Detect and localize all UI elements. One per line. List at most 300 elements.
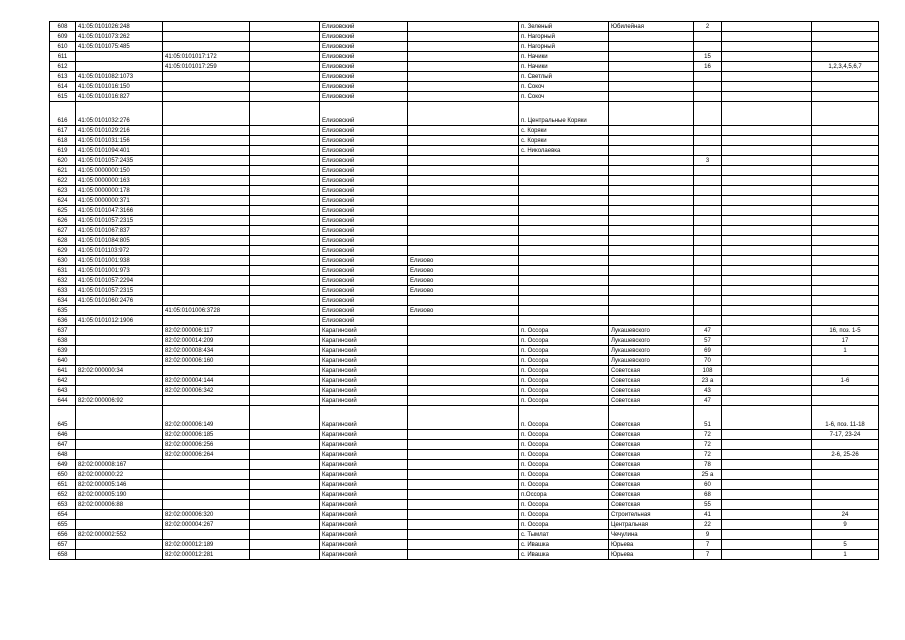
table-cell [812,316,879,326]
table-cell [722,286,812,296]
table-row [50,256,879,266]
table-cell: Карагинский [320,460,408,470]
table-cell: Елизовский [320,22,408,32]
table-cell [76,510,163,520]
table-cell: Елизовский [320,276,408,286]
table-row [50,206,879,216]
table-cell [408,366,519,376]
table-cell: 651 [50,480,76,490]
table-cell: 41:05:0101103:972 [76,246,163,256]
table-cell [408,316,519,326]
table-row [50,32,879,42]
table-cell [250,480,320,490]
table-cell [694,42,722,52]
table-cell: п. Начики [519,62,609,72]
table-cell [722,540,812,550]
table-cell: 41:05:0101075:485 [76,42,163,52]
table-cell: Елизово [408,256,519,266]
table-cell: 82:02:000005:146 [76,480,163,490]
table-cell: 647 [50,440,76,450]
table-cell [722,72,812,82]
table-cell [722,216,812,226]
table-cell: Елизовский [320,146,408,156]
table-row [50,530,879,540]
table-cell: 619 [50,146,76,156]
table-cell: 55 [694,500,722,510]
table-cell [609,102,694,126]
table-cell: 82:02:000004:144 [163,376,250,386]
table-cell [609,136,694,146]
table-cell [694,196,722,206]
table-cell [609,62,694,72]
table-cell: 41:05:0101026:248 [76,22,163,32]
table-cell [812,42,879,52]
table-cell [250,196,320,206]
table-cell: Елизовский [320,156,408,166]
table-cell: Елизовский [320,226,408,236]
table-cell [609,166,694,176]
table-cell [163,42,250,52]
table-cell [250,500,320,510]
table-cell [163,480,250,490]
table-cell: п. Сокоч [519,92,609,102]
table-cell [722,92,812,102]
table-cell: 15 [694,52,722,62]
table-cell [408,510,519,520]
table-cell [812,530,879,540]
table-cell [250,406,320,430]
table-cell: Елизовский [320,186,408,196]
table-cell: 82:02:000006:92 [76,396,163,406]
table-cell [76,346,163,356]
table-cell [722,306,812,316]
table-cell [722,186,812,196]
table-cell: 628 [50,236,76,246]
table-cell [250,286,320,296]
table-cell [812,296,879,306]
table-cell [163,366,250,376]
table-cell [812,460,879,470]
table-cell: Советская [609,430,694,440]
table-cell [163,32,250,42]
table-cell: Лукашевского [609,356,694,366]
table-cell [694,216,722,226]
table-row [50,520,879,530]
table-cell [163,490,250,500]
table-cell [163,216,250,226]
table-cell [722,52,812,62]
table-cell [163,276,250,286]
table-cell [163,146,250,156]
table-cell [408,216,519,226]
table-cell [250,186,320,196]
table-cell [250,136,320,146]
table-cell: 57 [694,336,722,346]
table-cell: Елизовский [320,296,408,306]
table-row [50,22,879,32]
table-cell [609,186,694,196]
table-cell: Карагинский [320,356,408,366]
table-cell: п. Зеленый [519,22,609,32]
table-cell [408,460,519,470]
table-cell: 637 [50,326,76,336]
table-cell [722,460,812,470]
table-cell: Юрьева [609,550,694,560]
table-cell [250,440,320,450]
table-cell: 82:02:000006:117 [163,326,250,336]
table-cell: 41:05:0101057:2315 [76,216,163,226]
table-cell: Карагинский [320,490,408,500]
table-cell: 615 [50,92,76,102]
table-cell [163,470,250,480]
table-row [50,42,879,52]
table-cell: 47 [694,326,722,336]
table-cell [519,186,609,196]
table-cell [519,156,609,166]
table-cell: Елизовский [320,102,408,126]
table-row [50,450,879,460]
table-cell: 638 [50,336,76,346]
table-cell [250,126,320,136]
table-cell: 41:05:0101032:276 [76,102,163,126]
table-cell [408,52,519,62]
table-cell: 654 [50,510,76,520]
table-cell: Елизовский [320,82,408,92]
table-cell [250,62,320,72]
table-cell: Карагинский [320,550,408,560]
table-row [50,406,879,430]
table-cell [250,376,320,386]
table-cell [694,296,722,306]
table-cell: Елизовский [320,266,408,276]
table-row [50,550,879,560]
table-cell [408,196,519,206]
table-row [50,366,879,376]
table-cell: 41:05:0101012:1906 [76,316,163,326]
table-cell: п. Оссора [519,406,609,430]
table-row [50,386,879,396]
table-cell: Карагинский [320,540,408,550]
table-cell [519,296,609,306]
table-cell: п. Нагорный [519,32,609,42]
table-cell [250,530,320,540]
table-cell [163,126,250,136]
table-cell [408,326,519,336]
table-cell [76,430,163,440]
table-cell: с. Ивашка [519,540,609,550]
table-cell: 82:02:000005:190 [76,490,163,500]
table-cell: 617 [50,126,76,136]
table-cell: 625 [50,206,76,216]
table-cell: 23 а [694,376,722,386]
table-cell: 616 [50,102,76,126]
table-cell [694,236,722,246]
table-cell: п. Оссора [519,440,609,450]
table-cell: Советская [609,460,694,470]
table-cell [812,246,879,256]
table-row [50,346,879,356]
table-cell [722,206,812,216]
table-row [50,246,879,256]
table-cell [76,386,163,396]
table-cell [408,500,519,510]
table-cell: 41:05:0101029:216 [76,126,163,136]
table-cell: 634 [50,296,76,306]
table-cell [250,540,320,550]
table-cell [694,206,722,216]
table-cell [408,102,519,126]
table-cell [519,306,609,316]
table-cell [408,206,519,216]
table-cell [812,236,879,246]
table-cell [694,176,722,186]
table-cell: с. Коряки [519,126,609,136]
table-cell [812,206,879,216]
table-cell [408,22,519,32]
table-row [50,186,879,196]
table-cell [609,316,694,326]
table-cell [408,530,519,540]
table-cell: Карагинский [320,450,408,460]
table-cell [722,406,812,430]
table-cell: 652 [50,490,76,500]
table-cell [76,406,163,430]
table-row [50,236,879,246]
table-cell [609,256,694,266]
table-cell [812,386,879,396]
table-cell: Елизовский [320,42,408,52]
table-cell: 650 [50,470,76,480]
table-cell [250,356,320,366]
table-cell [722,326,812,336]
table-cell: 1-6, поз. 11-18 [812,406,879,430]
table-cell: 72 [694,450,722,460]
table-cell [250,72,320,82]
table-cell [722,82,812,92]
table-cell [722,336,812,346]
table-cell: 72 [694,440,722,450]
table-cell: Елизовский [320,246,408,256]
table-cell [609,146,694,156]
table-cell: 82:02:000014:209 [163,336,250,346]
table-cell: 41:05:0101073:262 [76,32,163,42]
table-row [50,540,879,550]
table-cell [408,166,519,176]
table-cell [250,42,320,52]
table-cell [812,266,879,276]
table-cell [722,196,812,206]
table-cell: 82:02:000006:264 [163,450,250,460]
table-row [50,72,879,82]
table-cell [694,82,722,92]
table-cell: 624 [50,196,76,206]
table-cell [722,356,812,366]
table-cell: 82:02:000006:160 [163,356,250,366]
table-cell: 7-17, 23-24 [812,430,879,440]
table-cell: 636 [50,316,76,326]
table-cell: п. Оссора [519,500,609,510]
table-cell [694,72,722,82]
table-cell: 614 [50,82,76,92]
table-cell: п. Оссора [519,376,609,386]
table-cell [722,396,812,406]
table-cell: Советская [609,490,694,500]
table-cell [812,156,879,166]
table-cell [250,246,320,256]
table-cell [694,286,722,296]
table-cell: Елизовский [320,136,408,146]
table-cell [408,296,519,306]
table-cell: 82:02:000000:22 [76,470,163,480]
table-cell [408,156,519,166]
table-cell [519,256,609,266]
table-cell [694,316,722,326]
table-cell: п. Оссора [519,326,609,336]
table-cell [519,266,609,276]
table-cell [694,136,722,146]
table-cell: Елизово [408,276,519,286]
table-cell [722,480,812,490]
table-cell: Советская [609,366,694,376]
table-cell: 82:02:000012:281 [163,550,250,560]
table-cell: 78 [694,460,722,470]
table-cell: 5 [812,540,879,550]
table-cell: 629 [50,246,76,256]
table-cell: Юрьева [609,540,694,550]
table-cell [812,82,879,92]
table-cell: 635 [50,306,76,316]
table-cell [76,52,163,62]
table-cell [722,490,812,500]
table-cell: Елизовский [320,256,408,266]
table-cell [812,102,879,126]
table-cell: Советская [609,450,694,460]
table-cell: 41:05:0101001:973 [76,266,163,276]
table-cell [694,306,722,316]
table-cell [408,470,519,480]
table-cell [722,42,812,52]
table-cell: 68 [694,490,722,500]
table-cell [519,286,609,296]
table-cell [812,366,879,376]
table-cell [519,236,609,246]
table-cell: 82:02:000006:320 [163,510,250,520]
table-cell [609,206,694,216]
table-cell [408,176,519,186]
table-cell [694,92,722,102]
table-cell [163,286,250,296]
table-cell: Советская [609,406,694,430]
table-cell [408,346,519,356]
table-cell: Советская [609,386,694,396]
table-cell [250,306,320,316]
table-row [50,510,879,520]
table-cell: Карагинский [320,406,408,430]
table-cell: 51 [694,406,722,430]
table-cell [519,226,609,236]
table-cell [722,146,812,156]
table-cell: 41:05:0101084:805 [76,236,163,246]
table-cell [519,166,609,176]
table-cell [250,450,320,460]
table-cell: 60 [694,480,722,490]
table-row [50,136,879,146]
table-cell [694,276,722,286]
table-cell: 623 [50,186,76,196]
table-cell: Елизовский [320,72,408,82]
table-cell [609,42,694,52]
table-cell: 649 [50,460,76,470]
table-cell: 642 [50,376,76,386]
table-cell [722,22,812,32]
table-cell [408,32,519,42]
table-cell [250,470,320,480]
table-cell [408,440,519,450]
table-cell: Елизовский [320,196,408,206]
table-cell [722,246,812,256]
table-cell: 645 [50,406,76,430]
table-cell: п. Оссора [519,386,609,396]
table-row [50,156,879,166]
table-cell: 82:02:000008:167 [76,460,163,470]
table-cell: 82:02:000000:34 [76,366,163,376]
table-cell: 72 [694,430,722,440]
table-cell: Карагинский [320,376,408,386]
table-cell [609,266,694,276]
table-cell [722,316,812,326]
table-cell [609,92,694,102]
table-cell [76,306,163,316]
table-cell [76,326,163,336]
table-cell [250,32,320,42]
table-cell [694,186,722,196]
table-cell [163,236,250,246]
table-row [50,356,879,366]
table-row [50,470,879,480]
table-cell: Елизовский [320,92,408,102]
table-cell: Елизовский [320,32,408,42]
table-cell [408,336,519,346]
table-cell: Карагинский [320,520,408,530]
table-cell: Советская [609,396,694,406]
table-cell [163,92,250,102]
table-cell [722,430,812,440]
table-cell: 22 [694,520,722,530]
table-cell: 646 [50,430,76,440]
table-cell: 653 [50,500,76,510]
table-cell: с. Тымлат [519,530,609,540]
table-cell: 82:02:000006:88 [76,500,163,510]
table-cell: 613 [50,72,76,82]
table-cell [408,146,519,156]
table-cell: 41:05:0101057:2435 [76,156,163,166]
table-cell: 47 [694,396,722,406]
table-row [50,276,879,286]
table-cell [163,22,250,32]
table-cell [408,520,519,530]
table-cell [609,196,694,206]
table-cell [812,22,879,32]
table-cell [694,126,722,136]
table-cell [609,216,694,226]
table-cell: 41:05:0101017:172 [163,52,250,62]
table-cell [812,490,879,500]
table-cell: 70 [694,356,722,366]
table-cell [163,186,250,196]
table-cell [163,72,250,82]
table-cell: п. Оссора [519,356,609,366]
table-cell [722,276,812,286]
